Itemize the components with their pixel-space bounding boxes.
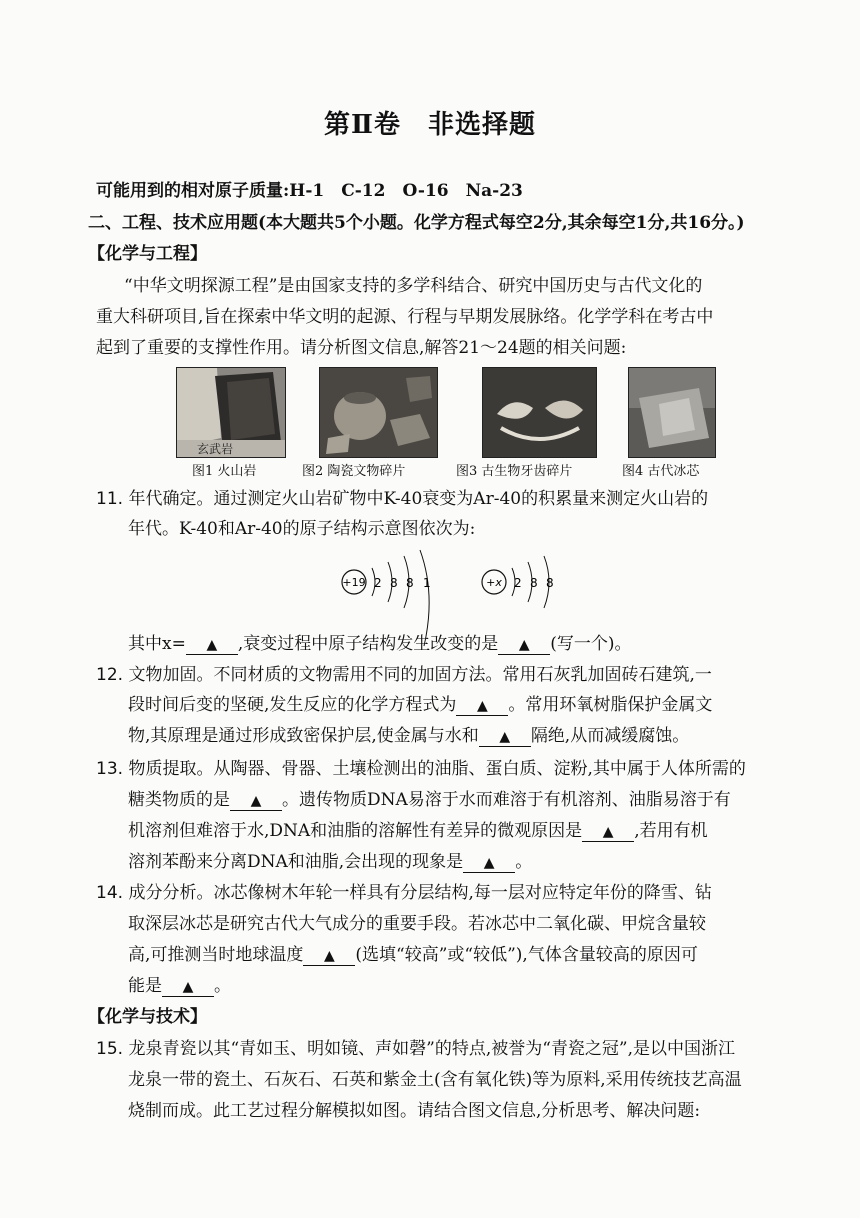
q14-line-3: 高,可推测当时地球温度 ▲ (选填“较高”或“较低”),气体含量较高的原因可	[128, 945, 698, 965]
q11-blank-1[interactable]: ▲	[186, 635, 238, 655]
figure-1-caption: 图1 火山岩	[192, 464, 257, 479]
q11-blank-2[interactable]: ▲	[498, 635, 550, 655]
q13-blank-2[interactable]: ▲	[582, 822, 634, 842]
figure-4-caption: 图4 古代冰芯	[622, 464, 700, 479]
q13-line-3: 机溶剂但难溶于水,DNA和油脂的溶解性有差异的微观原因是 ▲ ,若用有机	[128, 821, 708, 841]
atomic-mass-line: 可能用到的相对原子质量:H-1 C-12 O-16 Na-23	[96, 181, 523, 201]
q13-blank-1[interactable]: ▲	[230, 791, 282, 811]
k-shell-1: 2	[374, 576, 382, 590]
q13-blank-3[interactable]: ▲	[463, 853, 515, 873]
q12-line-1: 12. 文物加固。不同材质的文物需用不同的加固方法。常用石灰乳加固砖石建筑,一	[96, 665, 712, 685]
q12-blank-2[interactable]: ▲	[479, 727, 531, 747]
figure-volcanic-rock-image	[176, 367, 286, 458]
k-shell-4: 1	[423, 576, 431, 590]
ar-nucleus-label: +x	[486, 576, 502, 589]
q15-line-2: 龙泉一带的瓷土、石灰石、石英和紫金土(含有氧化铁)等为原料,采用传统技艺高温	[128, 1070, 742, 1090]
figure-1-inset-label: 玄武岩	[197, 442, 234, 456]
figure-2-caption: 图2 陶瓷文物碎片	[302, 464, 406, 479]
k-shell-3: 8	[406, 576, 414, 590]
figure-pottery-shards-image	[319, 367, 438, 458]
section-title: 第Ⅱ卷 非选择题	[324, 110, 536, 140]
part-heading: 二、工程、技术应用题(本大题共5个小题。化学方程式每空2分,其余每空1分,共16分。)	[88, 213, 745, 233]
figure-3-caption: 图3 古生物牙齿碎片	[456, 464, 573, 479]
subsection-engineering: 【化学与工程】	[88, 244, 207, 264]
potassium-atom-diagram	[342, 550, 431, 646]
q14-blank-2[interactable]: ▲	[162, 977, 214, 997]
k-shell-2: 8	[390, 576, 398, 590]
q11-line-2: 年代。K-40和Ar-40的原子结构示意图依次为:	[128, 519, 476, 539]
ar-shell-2: 8	[530, 576, 538, 590]
q11-number: 11.	[96, 489, 124, 509]
intro-line-2: 重大科研项目,旨在探索中华文明的起源、行程与早期发展脉络。化学学科在考古中	[96, 307, 714, 327]
q13-line-2: 糖类物质的是 ▲ 。遗传物质DNA易溶于水而难溶于有机溶剂、油脂易溶于有	[128, 790, 731, 810]
q14-line-1: 14. 成分分析。冰芯像树木年轮一样具有分层结构,每一层对应特定年份的降雪、钻	[96, 883, 712, 903]
q11-line-3: 其中x= ▲ ,衰变过程中原子结构发生改变的是 ▲ (写一个)。	[128, 634, 632, 654]
q14-line-2: 取深层冰芯是研究古代大气成分的重要手段。若冰芯中二氧化碳、甲烷含量较	[128, 914, 706, 934]
q13-line-1: 13. 物质提取。从陶器、骨器、土壤检测出的油脂、蛋白质、淀粉,其中属于人体所需的	[96, 759, 746, 779]
ar-shell-3: 8	[546, 576, 554, 590]
q11-line-1: 11. 年代确定。通过测定火山岩矿物中K-40衰变为Ar-40的积累量来测定火山岩的	[96, 489, 709, 509]
q12-line-3: 物,其原理是通过形成致密保护层,使金属与水和 ▲ 隔绝,从而减缓腐蚀。	[128, 726, 690, 746]
k-nucleus-label: +19	[342, 576, 366, 589]
q12-blank-1[interactable]: ▲	[456, 696, 508, 716]
intro-line-1: “中华文明探源工程”是由国家支持的多学科结合、研究中国历史与古代文化的	[124, 276, 703, 296]
q14-blank-1[interactable]: ▲	[303, 946, 355, 966]
q15-line-3: 烧制而成。此工艺过程分解模拟如图。请结合图文信息,分析思考、解决问题:	[128, 1101, 701, 1121]
q14-line-4: 能是 ▲ 。	[128, 976, 231, 996]
ar-shell-1: 2	[514, 576, 522, 590]
subsection-technology: 【化学与技术】	[88, 1007, 207, 1027]
q15-line-1: 15. 龙泉青瓷以其“青如玉、明如镜、声如磬”的特点,被誉为“青瓷之冠”,是以中国浙江	[96, 1039, 736, 1059]
q12-line-2: 段时间后变的坚硬,发生反应的化学方程式为 ▲ 。常用环氧树脂保护金属文	[128, 695, 713, 715]
figure-fossil-teeth-image	[482, 367, 597, 458]
q13-line-4: 溶剂苯酚来分离DNA和油脂,会出现的现象是 ▲ 。	[128, 852, 533, 872]
figure-ice-core-image	[628, 367, 716, 458]
intro-line-3: 起到了重要的支撑性作用。请分析图文信息,解答21～24题的相关问题:	[96, 338, 627, 358]
argon-atom-diagram	[482, 556, 554, 608]
